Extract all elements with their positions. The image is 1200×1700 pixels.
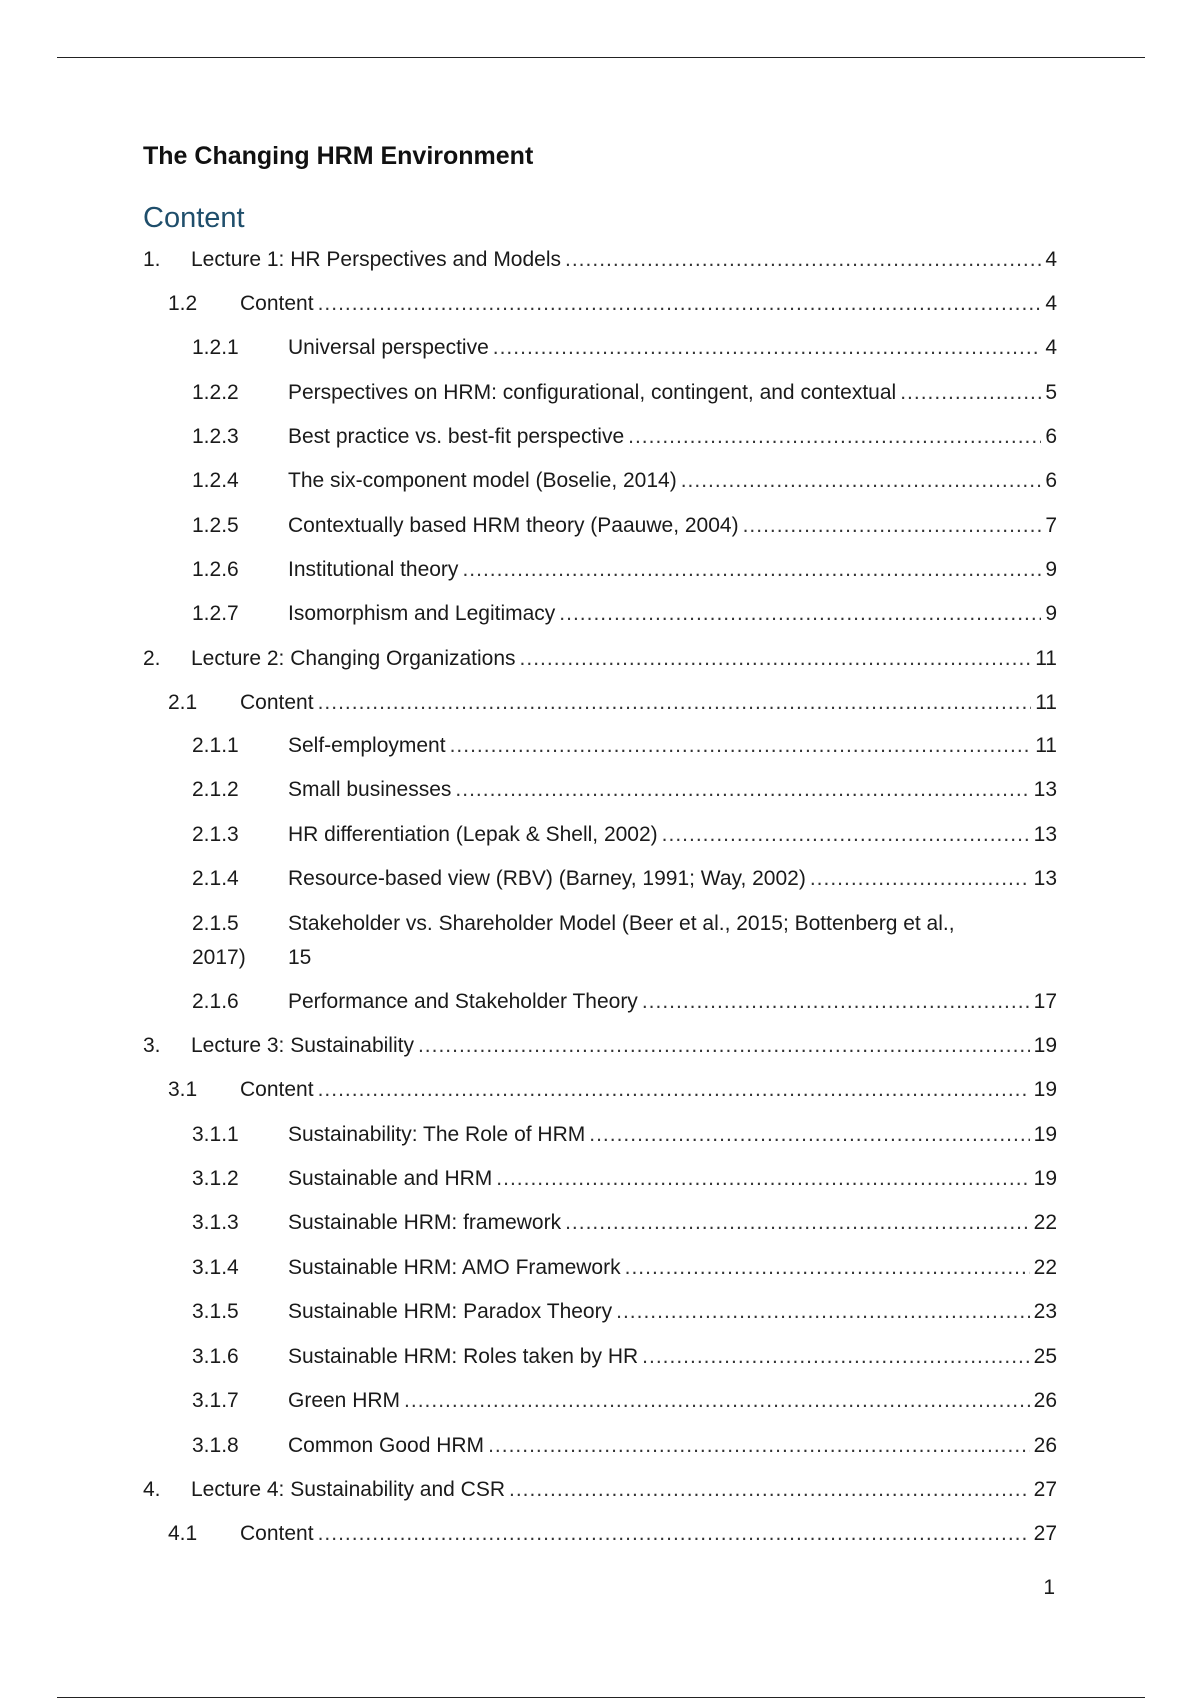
toc-page: 27 [1033,1522,1057,1545]
toc-page: 4 [1045,336,1057,359]
toc-title: Lecture 3: Sustainability [191,1034,414,1057]
toc-number: 3.1.8 [192,1434,239,1457]
toc-entry-3-1-2[interactable] [0,1159,1200,1199]
toc-number: 2.1.3 [192,823,239,846]
toc-number: 2.1.6 [192,990,239,1013]
toc-title: Common Good HRM [288,1434,485,1457]
toc-leader [662,815,1030,855]
toc-page: 11 [1035,647,1057,670]
toc-entry-3-1-6[interactable] [0,1337,1200,1377]
toc-title: Stakeholder vs. Shareholder Model (Beer et al., 2015; Bottenberg et al., [288,912,955,935]
toc-number: 3.1.6 [192,1345,239,1368]
toc-leader [418,1026,1030,1066]
toc-title: Content [240,1078,314,1101]
toc-leader [509,1470,1030,1510]
toc-leader [565,1203,1030,1243]
toc-entry-1[interactable] [0,240,1200,280]
toc-entry-1-2-3[interactable] [0,417,1200,457]
toc-leader [616,1292,1030,1332]
toc-title: Contextually based HRM theory (Paauwe, 2004) [288,514,739,537]
toc-page: 22 [1033,1256,1057,1279]
toc-title: Green HRM [288,1389,401,1412]
toc-number: 3. [143,1034,161,1057]
toc-leader [450,726,1032,766]
toc-leader [520,639,1032,679]
toc-leader [625,1248,1030,1288]
toc-number: 1.2.1 [192,336,239,359]
toc-page: 11 [1035,691,1057,714]
toc-title: Perspectives on HRM: configurational, contingent, and contextual [288,381,897,404]
toc-page: 23 [1033,1300,1057,1323]
toc-leader [900,373,1041,413]
toc-page: 6 [1045,469,1057,492]
toc-page: 9 [1045,558,1057,581]
toc-leader [642,1337,1029,1377]
toc-page: 9 [1045,602,1057,625]
toc-leader [488,1426,1030,1466]
toc-leader [318,683,1032,723]
toc-number: 1. [143,248,161,271]
toc-leader [462,550,1041,590]
toc-entry-2[interactable] [0,639,1200,679]
toc-entry-4[interactable] [0,1470,1200,1510]
toc-leader [589,1115,1029,1155]
toc-number: 3.1.2 [192,1167,239,1190]
toc-number: 4. [143,1478,161,1501]
toc-page: 19 [1033,1034,1057,1057]
toc-entry-1-2-4[interactable] [0,461,1200,501]
toc-entry-3-1[interactable] [0,1070,1200,1110]
document-title: The Changing HRM Environment [143,142,534,170]
toc-entry-2-1-2[interactable] [0,770,1200,810]
page-number: 1 [1043,1576,1055,1599]
toc-leader [318,284,1042,324]
toc-heading: Content [143,202,245,234]
toc-title: Universal perspective [288,336,489,359]
toc-entry-3-1-8[interactable] [0,1426,1200,1466]
toc-leader [559,594,1041,634]
toc-entry-2-1[interactable] [0,683,1200,723]
toc-title: Content [240,1522,314,1545]
toc-leader [810,859,1030,899]
toc-title: Sustainable HRM: Roles taken by HR [288,1345,639,1368]
toc-entry-1-2-5[interactable] [0,506,1200,546]
toc-entry-3[interactable] [0,1026,1200,1066]
toc-entry-3-1-3[interactable] [0,1203,1200,1243]
toc-entry-1-2-7[interactable] [0,594,1200,634]
toc-entry-1-2[interactable] [0,284,1200,324]
toc-title: Isomorphism and Legitimacy [288,602,556,625]
toc-title: Institutional theory [288,558,459,581]
toc-number: 2.1.4 [192,867,239,890]
toc-entry-2-1-1[interactable] [0,726,1200,766]
toc-entry-4-1[interactable] [0,1514,1200,1554]
toc-number: 3.1.1 [192,1123,239,1146]
toc-title: Lecture 4: Sustainability and CSR [191,1478,506,1501]
toc-page: 19 [1033,1123,1057,1146]
toc-number: 3.1.5 [192,1300,239,1323]
toc-entry-3-1-4[interactable] [0,1248,1200,1288]
toc-leader [681,461,1042,501]
toc-title: Sustainability: The Role of HRM [288,1123,586,1146]
toc-page: 17 [1033,990,1057,1013]
toc-leader [496,1159,1029,1199]
toc-number: 2.1.1 [192,734,239,757]
toc-title: Lecture 1: HR Perspectives and Models [191,248,562,271]
toc-leader [493,328,1042,368]
toc-entry-3-1-1[interactable] [0,1115,1200,1155]
toc-number: 1.2 [168,292,198,315]
toc-page: 4 [1045,292,1057,315]
toc-title-continuation: 2017) [192,946,246,969]
toc-number: 3.1 [168,1078,198,1101]
toc-page: 19 [1033,1078,1057,1101]
toc-leader [404,1381,1030,1421]
toc-number: 4.1 [168,1522,198,1545]
toc-number: 1.2.2 [192,381,239,404]
toc-leader [565,240,1041,280]
toc-number: 2. [143,647,161,670]
toc-title: HR differentiation (Lepak & Shell, 2002) [288,823,658,846]
toc-entry-2-1-6[interactable] [0,982,1200,1022]
toc-leader [455,770,1029,810]
toc-title: Sustainable HRM: AMO Framework [288,1256,621,1279]
toc-leader [628,417,1041,457]
toc-page: 4 [1045,248,1057,271]
toc-entry-2-1-4[interactable] [0,859,1200,899]
toc-page: 11 [1035,734,1057,757]
toc-leader [743,506,1042,546]
toc-entry-1-2-2[interactable] [0,373,1200,413]
toc-page: 26 [1033,1434,1057,1457]
toc-number: 3.1.3 [192,1211,239,1234]
toc-page: 5 [1045,381,1057,404]
toc-leader [318,1070,1030,1110]
toc-title: Best practice vs. best-fit perspective [288,425,625,448]
toc-title: Lecture 2: Changing Organizations [191,647,516,670]
toc-title: Content [240,691,314,714]
toc-title: Self-employment [288,734,446,757]
toc-title: The six-component model (Boselie, 2014) [288,469,677,492]
toc-page: 15 [288,946,312,969]
toc-leader [318,1514,1030,1554]
toc-page: 6 [1045,425,1057,448]
toc-page: 13 [1033,867,1057,890]
toc-number: 2.1.2 [192,778,239,801]
toc-number: 1.2.3 [192,425,239,448]
toc-page: 7 [1045,514,1057,537]
toc-entry-2-1-5[interactable] [0,904,1200,976]
toc-title: Small businesses [288,778,452,801]
toc-entry-1-2-1[interactable] [0,328,1200,368]
toc-number: 1.2.4 [192,469,239,492]
toc-page: 22 [1033,1211,1057,1234]
toc-page: 19 [1033,1167,1057,1190]
toc-entry-3-1-5[interactable] [0,1292,1200,1332]
toc-title: Sustainable and HRM [288,1167,493,1190]
toc-page: 27 [1033,1478,1057,1501]
toc-page: 13 [1033,823,1057,846]
toc-leader [642,982,1030,1022]
toc-entry-3-1-7[interactable] [0,1381,1200,1421]
toc-number: 2.1 [168,691,198,714]
footer-rule [57,1697,1145,1698]
toc-number: 1.2.6 [192,558,239,581]
toc-title: Performance and Stakeholder Theory [288,990,638,1013]
toc-title: Sustainable HRM: Paradox Theory [288,1300,613,1323]
toc-number: 1.2.7 [192,602,239,625]
toc-number: 3.1.4 [192,1256,239,1279]
toc-number: 3.1.7 [192,1389,239,1412]
toc-entry-1-2-6[interactable] [0,550,1200,590]
toc-page: 13 [1033,778,1057,801]
toc-entry-2-1-3[interactable] [0,815,1200,855]
toc-title: Content [240,292,314,315]
toc-page: 25 [1033,1345,1057,1368]
toc-number: 1.2.5 [192,514,239,537]
header-rule [57,57,1145,58]
toc-title: Sustainable HRM: framework [288,1211,562,1234]
toc-number: 2.1.5 [192,912,239,935]
toc-title: Resource-based view (RBV) (Barney, 1991; Way, 2002) [288,867,806,890]
toc-page: 26 [1033,1389,1057,1412]
